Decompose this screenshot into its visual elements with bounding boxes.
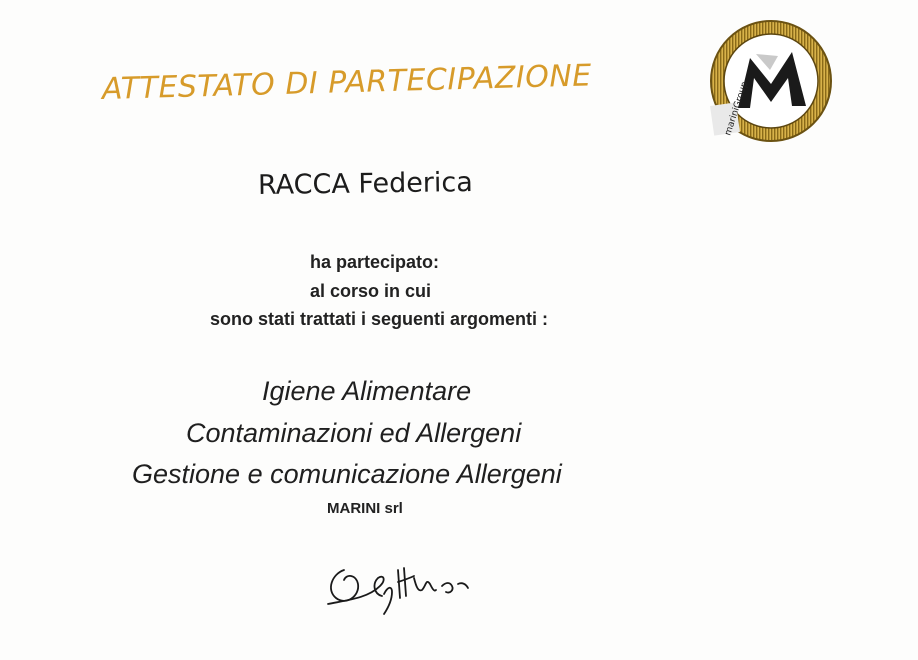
topic-item: Contaminazioni ed Allergeni	[186, 418, 522, 448]
svg-text:mariniGroup: mariniGroup	[723, 80, 751, 137]
certificate-title: ATTESTATO DI PARTECIPAZIONE	[101, 58, 593, 107]
marini-group-logo-icon	[708, 18, 834, 144]
topics-intro-line: sono stati trattati i seguenti argomenti :	[210, 309, 549, 329]
recipient-name: RACCA Federica	[257, 167, 474, 201]
company-name: MARINI srl	[327, 500, 403, 517]
handwritten-signature-icon	[318, 556, 478, 624]
course-line: al corso in cui	[310, 281, 432, 301]
topic-item: Igiene Alimentare	[262, 376, 472, 406]
participation-line: ha partecipato:	[310, 252, 440, 272]
topic-item: Gestione e comunicazione Allergeni	[132, 459, 562, 489]
